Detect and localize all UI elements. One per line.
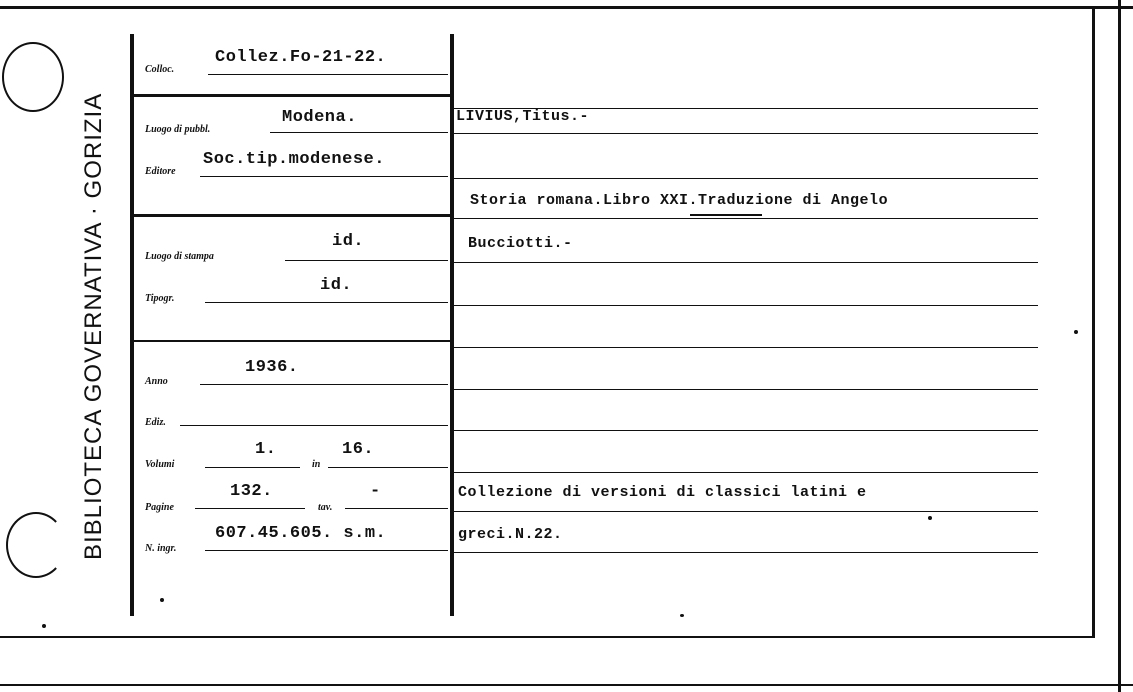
colloc-value: Collez.Fo-21-22. (215, 48, 387, 67)
luogo-pubbl-value: Modena. (282, 108, 357, 127)
volumi-format-value: 16. (342, 440, 375, 459)
tipografia-value: id. (320, 276, 353, 295)
colloc-underline (208, 74, 448, 75)
tipografia-label: Tipogr. (145, 293, 175, 304)
editore-underline (200, 176, 448, 177)
tipografia-underline (205, 302, 448, 303)
middle-column-divider (450, 34, 454, 616)
tav-label: tav. (318, 502, 333, 513)
scan-speck (680, 614, 684, 617)
title-line-1: Storia romana.Libro XXI.Traduzione di Angelo (470, 192, 889, 209)
pagine-label: Pagine (145, 502, 174, 513)
luogo-pubbl-label: Luogo di pubbl. (145, 124, 211, 135)
anno-value: 1936. (245, 358, 299, 377)
card-bottom-edge (0, 636, 1095, 638)
left-separator-2 (134, 214, 452, 217)
left-separator-1 (134, 94, 452, 97)
volumi-in-label: in (312, 459, 321, 470)
volumi-label: Volumi (145, 459, 175, 470)
tav-value: - (370, 482, 381, 501)
series-line-1: Collezione di versioni di classici latini e (458, 484, 867, 501)
left-separator-3 (134, 340, 452, 342)
scan-speck (1074, 330, 1078, 334)
right-rule-2 (454, 133, 1038, 134)
right-rule-12 (454, 552, 1038, 553)
volumi-underline (205, 467, 300, 468)
card-right-edge (1092, 8, 1095, 638)
title-line-2: Bucciotti.- (468, 235, 573, 252)
right-rule-9 (454, 430, 1038, 431)
luogo-stampa-underline (285, 260, 448, 261)
card-right-edge-outer (1118, 0, 1121, 692)
title-underline-mark (690, 214, 762, 216)
punch-hole-bottom (6, 512, 66, 578)
left-column-divider (130, 34, 134, 616)
volumi-value: 1. (255, 440, 277, 459)
right-rule-11 (454, 511, 1038, 512)
right-rule-3 (454, 178, 1038, 179)
card-top-edge (0, 6, 1133, 9)
series-line-2: greci.N.22. (458, 526, 563, 543)
tav-underline (345, 508, 448, 509)
library-side-label: BIBLIOTECA GOVERNATIVA · GORIZIA (80, 92, 107, 560)
anno-label: Anno (145, 376, 168, 387)
anno-underline (200, 384, 448, 385)
luogo-stampa-label: Luogo di stampa (145, 251, 214, 262)
right-rule-7 (454, 347, 1038, 348)
edizione-label: Ediz. (145, 417, 166, 428)
luogo-pubbl-underline (270, 132, 448, 133)
scan-speck (160, 598, 164, 602)
colloc-label: Colloc. (145, 64, 175, 75)
sheet-bottom-edge (0, 684, 1133, 686)
pagine-value: 132. (230, 482, 273, 501)
n-ingresso-underline (205, 550, 448, 551)
editore-label: Editore (145, 166, 176, 177)
n-ingresso-value: 607.45.605. s.m. (215, 524, 387, 543)
n-ingresso-label: N. ingr. (145, 543, 177, 554)
author-heading: LIVIUS,Titus.- (456, 108, 590, 125)
scan-speck (42, 624, 46, 628)
right-rule-4 (454, 218, 1038, 219)
right-rule-8 (454, 389, 1038, 390)
right-rule-10 (454, 472, 1038, 473)
volumi-format-underline (328, 467, 448, 468)
pagine-underline (195, 508, 305, 509)
edizione-underline (180, 425, 448, 426)
punch-hole-top (2, 42, 64, 112)
scan-speck (928, 516, 932, 520)
right-rule-5 (454, 262, 1038, 263)
luogo-stampa-value: id. (332, 232, 365, 251)
editore-value: Soc.tip.modenese. (203, 150, 385, 169)
right-rule-6 (454, 305, 1038, 306)
